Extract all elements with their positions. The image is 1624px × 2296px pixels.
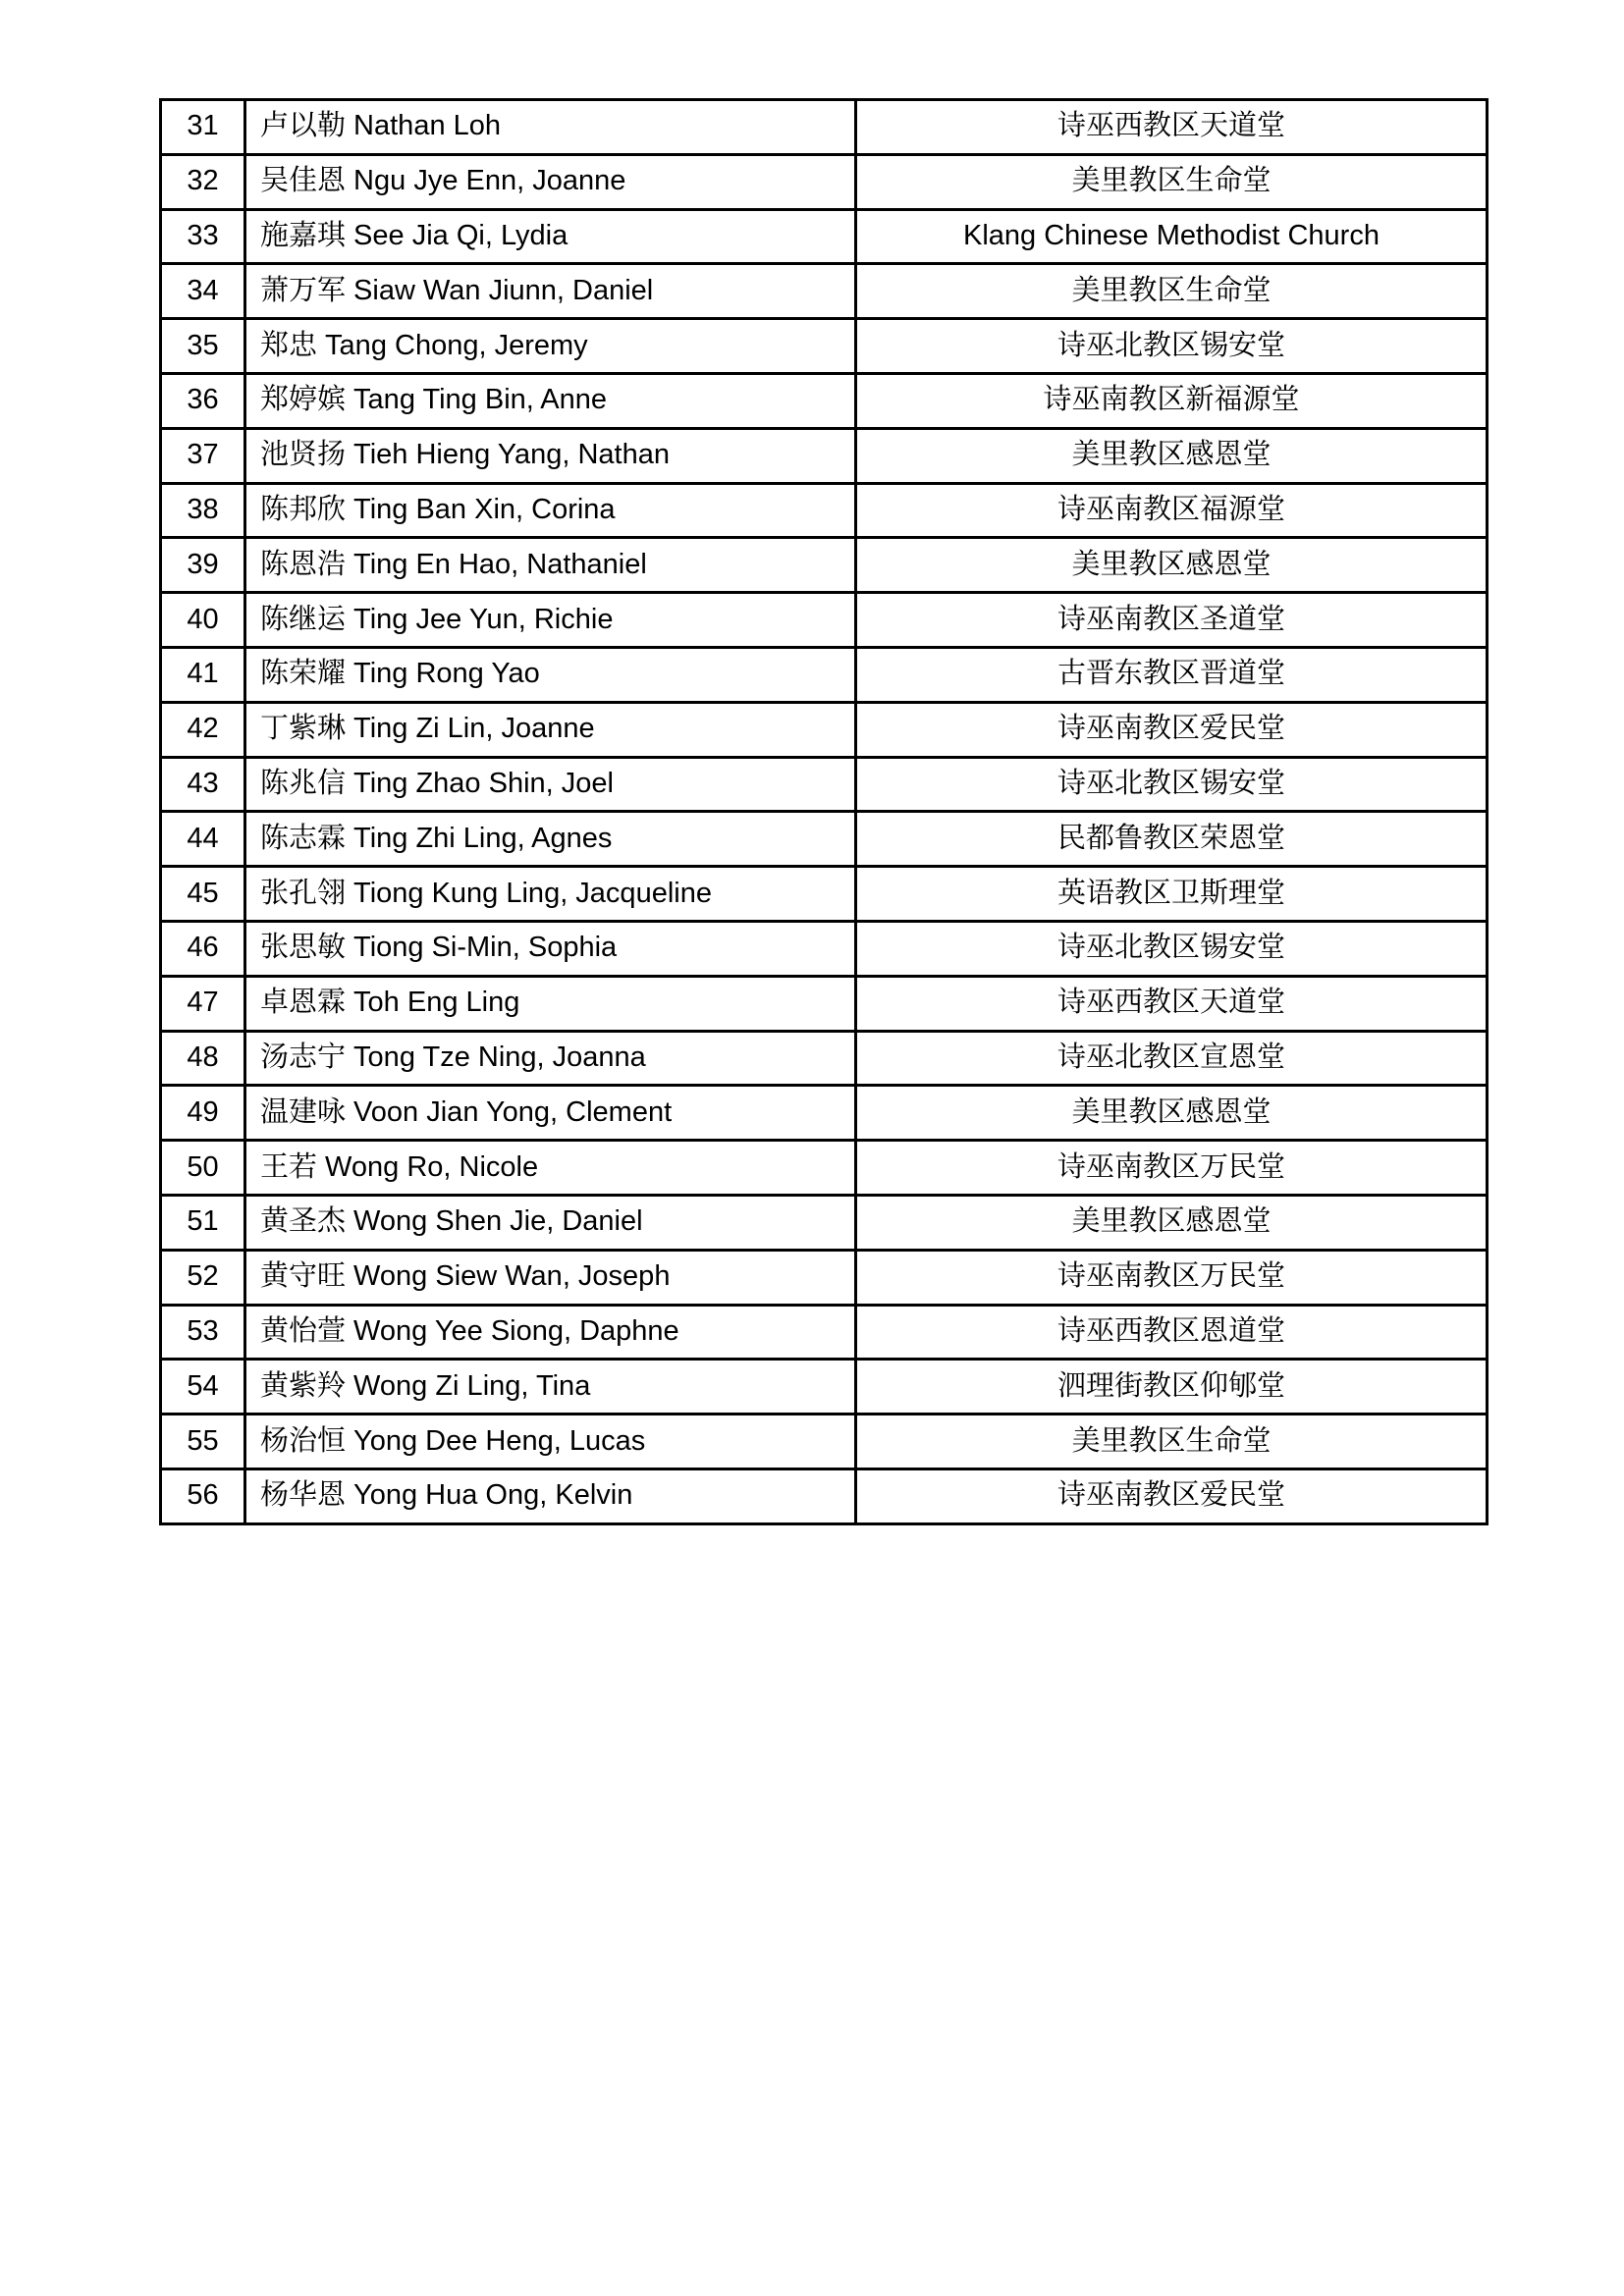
roster-table xyxy=(159,98,1489,1525)
church-name-cell: 诗巫南教区圣道堂 xyxy=(856,593,1488,648)
table-row xyxy=(161,100,1488,155)
person-name-cell: 王若 Wong Ro, Nicole xyxy=(245,1141,856,1196)
row-number-cell: 45 xyxy=(161,867,245,922)
table-row xyxy=(161,1250,1488,1305)
church-name-cell: 诗巫西教区天道堂 xyxy=(856,100,1488,155)
person-name-cell: 黄紫羚 Wong Zi Ling, Tina xyxy=(245,1360,856,1415)
church-name-cell: 美里教区感恩堂 xyxy=(856,538,1488,593)
church-name-cell: 美里教区感恩堂 xyxy=(856,1195,1488,1250)
table-row xyxy=(161,1468,1488,1523)
table-row xyxy=(161,647,1488,702)
church-name-cell: 诗巫北教区锡安堂 xyxy=(856,757,1488,812)
person-name-cell: 施嘉琪 See Jia Qi, Lydia xyxy=(245,209,856,264)
person-name-cell: 陈志霖 Ting Zhi Ling, Agnes xyxy=(245,812,856,867)
person-name-cell: 卓恩霖 Toh Eng Ling xyxy=(245,976,856,1031)
church-name-cell: 泗理街教区仰郇堂 xyxy=(856,1360,1488,1415)
table-row xyxy=(161,538,1488,593)
row-number-cell: 49 xyxy=(161,1086,245,1141)
row-number-cell: 52 xyxy=(161,1250,245,1305)
person-name-cell: 黄怡萱 Wong Yee Siong, Daphne xyxy=(245,1305,856,1360)
row-number-cell: 31 xyxy=(161,100,245,155)
row-number-cell: 35 xyxy=(161,319,245,374)
row-number-cell: 41 xyxy=(161,647,245,702)
church-name-cell: 诗巫南教区爱民堂 xyxy=(856,702,1488,757)
church-name-cell: Klang Chinese Methodist Church xyxy=(856,209,1488,264)
row-number-cell: 34 xyxy=(161,264,245,319)
church-name-cell: 美里教区生命堂 xyxy=(856,264,1488,319)
row-number-cell: 46 xyxy=(161,921,245,976)
table-row xyxy=(161,264,1488,319)
table-row xyxy=(161,1086,1488,1141)
church-name-cell: 诗巫南教区万民堂 xyxy=(856,1141,1488,1196)
church-name-cell: 诗巫南教区万民堂 xyxy=(856,1250,1488,1305)
table-row xyxy=(161,757,1488,812)
person-name-cell: 陈继运 Ting Jee Yun, Richie xyxy=(245,593,856,648)
church-name-cell: 诗巫西教区恩道堂 xyxy=(856,1305,1488,1360)
table-row xyxy=(161,209,1488,264)
church-name-cell: 美里教区生命堂 xyxy=(856,1415,1488,1469)
table-row xyxy=(161,812,1488,867)
person-name-cell: 张思敏 Tiong Si-Min, Sophia xyxy=(245,921,856,976)
church-name-cell: 诗巫南教区爱民堂 xyxy=(856,1468,1488,1523)
row-number-cell: 38 xyxy=(161,483,245,538)
church-name-cell: 诗巫南教区福源堂 xyxy=(856,483,1488,538)
table-row xyxy=(161,921,1488,976)
table-row xyxy=(161,702,1488,757)
person-name-cell: 陈恩浩 Ting En Hao, Nathaniel xyxy=(245,538,856,593)
person-name-cell: 杨华恩 Yong Hua Ong, Kelvin xyxy=(245,1468,856,1523)
person-name-cell: 陈兆信 Ting Zhao Shin, Joel xyxy=(245,757,856,812)
person-name-cell: 黄圣杰 Wong Shen Jie, Daniel xyxy=(245,1195,856,1250)
person-name-cell: 陈邦欣 Ting Ban Xin, Corina xyxy=(245,483,856,538)
person-name-cell: 黄守旺 Wong Siew Wan, Joseph xyxy=(245,1250,856,1305)
table-row xyxy=(161,154,1488,209)
table-row xyxy=(161,1141,1488,1196)
person-name-cell: 郑婷嫔 Tang Ting Bin, Anne xyxy=(245,373,856,428)
row-number-cell: 47 xyxy=(161,976,245,1031)
row-number-cell: 32 xyxy=(161,154,245,209)
person-name-cell: 陈荣耀 Ting Rong Yao xyxy=(245,647,856,702)
church-name-cell: 诗巫西教区天道堂 xyxy=(856,976,1488,1031)
table-row xyxy=(161,867,1488,922)
row-number-cell: 36 xyxy=(161,373,245,428)
person-name-cell: 卢以勒 Nathan Loh xyxy=(245,100,856,155)
row-number-cell: 40 xyxy=(161,593,245,648)
row-number-cell: 55 xyxy=(161,1415,245,1469)
table-row xyxy=(161,373,1488,428)
person-name-cell: 池贤扬 Tieh Hieng Yang, Nathan xyxy=(245,428,856,483)
row-number-cell: 42 xyxy=(161,702,245,757)
row-number-cell: 44 xyxy=(161,812,245,867)
row-number-cell: 50 xyxy=(161,1141,245,1196)
row-number-cell: 39 xyxy=(161,538,245,593)
person-name-cell: 萧万军 Siaw Wan Jiunn, Daniel xyxy=(245,264,856,319)
person-name-cell: 汤志宁 Tong Tze Ning, Joanna xyxy=(245,1031,856,1086)
row-number-cell: 43 xyxy=(161,757,245,812)
person-name-cell: 丁紫琳 Ting Zi Lin, Joanne xyxy=(245,702,856,757)
table-row xyxy=(161,1195,1488,1250)
church-name-cell: 古晋东教区晋道堂 xyxy=(856,647,1488,702)
row-number-cell: 54 xyxy=(161,1360,245,1415)
table-row xyxy=(161,483,1488,538)
church-name-cell: 美里教区生命堂 xyxy=(856,154,1488,209)
person-name-cell: 张孔翎 Tiong Kung Ling, Jacqueline xyxy=(245,867,856,922)
roster-table-body xyxy=(161,100,1488,1524)
table-row xyxy=(161,1305,1488,1360)
church-name-cell: 诗巫南教区新福源堂 xyxy=(856,373,1488,428)
row-number-cell: 48 xyxy=(161,1031,245,1086)
person-name-cell: 杨治恒 Yong Dee Heng, Lucas xyxy=(245,1415,856,1469)
church-name-cell: 美里教区感恩堂 xyxy=(856,1086,1488,1141)
table-row xyxy=(161,976,1488,1031)
church-name-cell: 诗巫北教区宣恩堂 xyxy=(856,1031,1488,1086)
row-number-cell: 37 xyxy=(161,428,245,483)
table-row xyxy=(161,1415,1488,1469)
table-row xyxy=(161,428,1488,483)
person-name-cell: 郑忠 Tang Chong, Jeremy xyxy=(245,319,856,374)
table-row xyxy=(161,1031,1488,1086)
church-name-cell: 诗巫北教区锡安堂 xyxy=(856,921,1488,976)
church-name-cell: 民都鲁教区荣恩堂 xyxy=(856,812,1488,867)
church-name-cell: 美里教区感恩堂 xyxy=(856,428,1488,483)
row-number-cell: 33 xyxy=(161,209,245,264)
row-number-cell: 56 xyxy=(161,1468,245,1523)
row-number-cell: 51 xyxy=(161,1195,245,1250)
row-number-cell: 53 xyxy=(161,1305,245,1360)
church-name-cell: 英语教区卫斯理堂 xyxy=(856,867,1488,922)
person-name-cell: 温建咏 Voon Jian Yong, Clement xyxy=(245,1086,856,1141)
table-row xyxy=(161,1360,1488,1415)
table-row xyxy=(161,593,1488,648)
person-name-cell: 吴佳恩 Ngu Jye Enn, Joanne xyxy=(245,154,856,209)
church-name-cell: 诗巫北教区锡安堂 xyxy=(856,319,1488,374)
table-row xyxy=(161,319,1488,374)
